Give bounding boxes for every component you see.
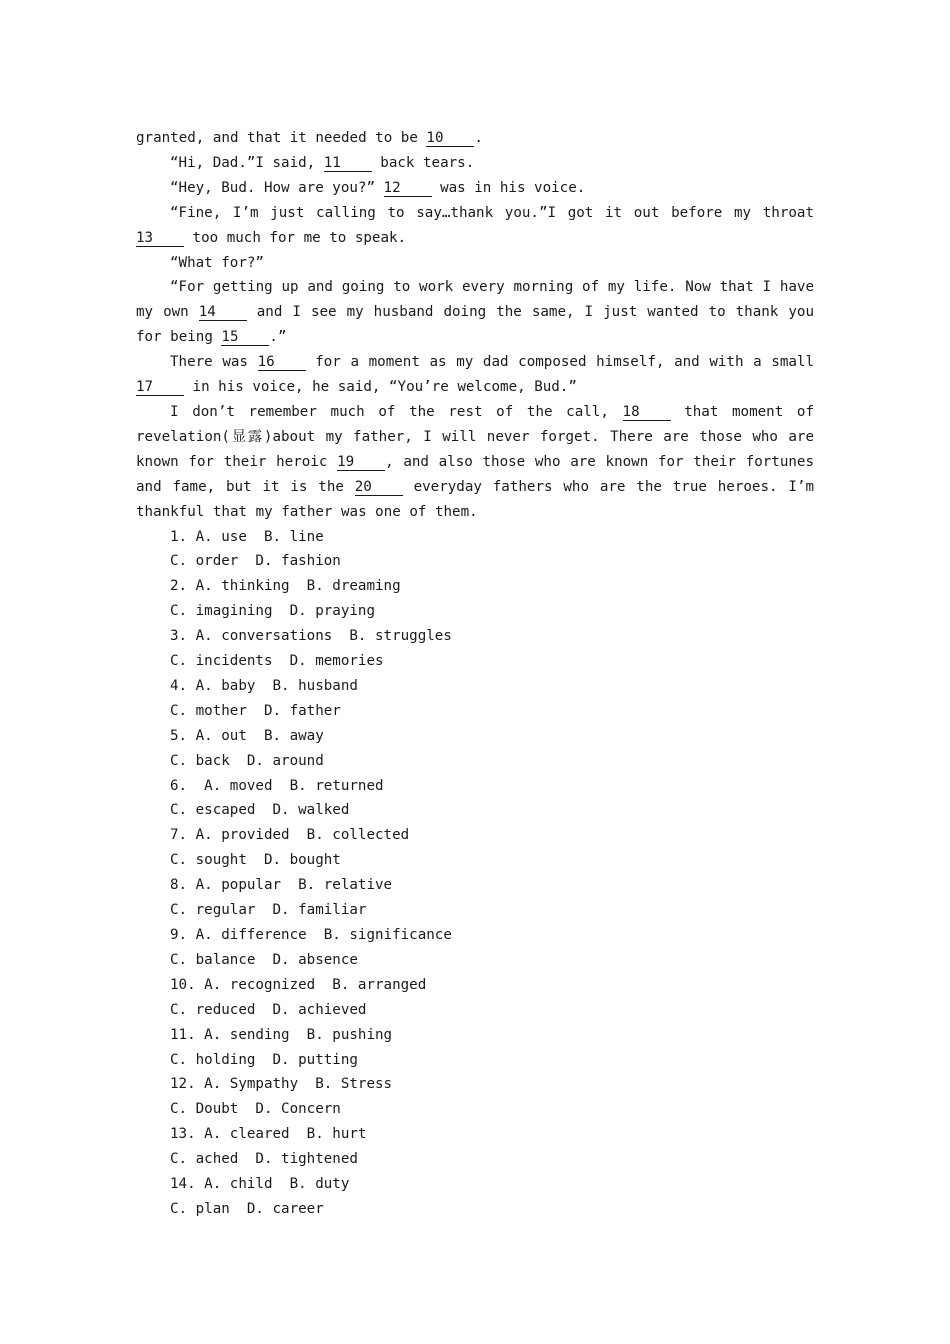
passage-paragraph	[136, 251, 814, 276]
blank-12: 12	[384, 181, 432, 197]
passage-text: and I see my husband doing the same, I just wanted to thank you for being	[136, 304, 814, 346]
blank-10: 10	[426, 131, 474, 147]
passage-text: back tears.	[371, 154, 475, 171]
passage-paragraph	[136, 126, 814, 151]
passage-text: in his voice, he said, “You’re welcome, Bud.”	[184, 379, 577, 396]
option-line: 13. A. cleared B. hurt	[170, 1126, 367, 1143]
passage-text: that moment of revelation(显露)about my father, I will never forget. There are those who are known for their heroic	[136, 403, 814, 470]
option-line: 1. A. use B. line	[170, 528, 324, 545]
option-line: 14. A. child B. duty	[170, 1176, 350, 1193]
option-line: 11. A. sending B. pushing	[170, 1026, 393, 1043]
passage-text: too much for me to speak.	[184, 229, 407, 246]
option-line: 10. A. recognized B. arranged	[170, 976, 427, 993]
passage-paragraph	[136, 176, 814, 201]
passage-text: everyday fathers who are the true heroes. I’m thankful that my father was one of them.	[136, 478, 814, 520]
blank-13: 13	[136, 231, 184, 247]
passage-text: .	[474, 130, 483, 146]
option-line: 7. A. provided B. collected	[170, 827, 410, 844]
blank-17: 17	[136, 380, 184, 396]
passage-text: “What for?”	[170, 254, 264, 271]
option-line: 3. A. conversations B. struggles	[170, 628, 452, 645]
option-line: 5. A. out B. away	[170, 727, 324, 744]
passage-text: “For getting up and going to work every morning of my life. Now that I have my own	[136, 279, 814, 321]
option-line: 9. A. difference B. significance	[170, 927, 452, 943]
passage-text: “Hey, Bud. How are you?”	[170, 179, 384, 196]
passage-text: granted, and that it needed to be	[136, 130, 427, 146]
option-line: C. plan D. career	[170, 1200, 324, 1217]
option-line: C. Doubt D. Concern	[170, 1101, 341, 1118]
passage-text: There was	[170, 354, 258, 371]
blank-14: 14	[199, 305, 247, 321]
passage-text: “Hi, Dad.”I said,	[170, 154, 324, 171]
option-line: C. holding D. putting	[170, 1051, 358, 1068]
document-page	[136, 126, 814, 1222]
option-line: 8. A. popular B. relative	[170, 877, 393, 894]
passage-text: “Fine, I’m just calling to say…thank you.”I got it out before my throat	[170, 204, 814, 221]
passage-paragraph	[136, 151, 814, 176]
passage-paragraph	[136, 350, 814, 400]
passage-text: was in his voice.	[431, 179, 586, 196]
option-line: 12. A. Sympathy B. Stress	[170, 1076, 393, 1093]
option-line: C. regular D. familiar	[170, 902, 367, 919]
option-line: 4. A. baby B. husband	[170, 677, 358, 694]
option-line: C. reduced D. achieved	[170, 1001, 367, 1018]
option-line: C. sought D. bought	[170, 852, 341, 869]
passage-text: .”	[269, 329, 287, 346]
option-line: C. incidents D. memories	[170, 653, 384, 670]
option-line: C. order D. fashion	[170, 553, 341, 570]
option-line: C. imagining D. praying	[170, 603, 375, 620]
blank-20: 20	[355, 480, 403, 496]
option-line: 2. A. thinking B. dreaming	[170, 578, 401, 595]
blank-16: 16	[258, 355, 306, 371]
option-line: C. balance D. absence	[170, 951, 358, 968]
blank-11: 11	[324, 156, 372, 172]
option-line: 6. A. moved B. returned	[170, 777, 384, 794]
option-line: C. back D. around	[170, 752, 324, 769]
passage-text: for a moment as my dad composed himself, and with a small	[305, 354, 814, 371]
blank-18: 18	[623, 405, 671, 421]
passage-paragraph	[136, 400, 814, 525]
passage-text: I don’t remember much of the rest of the call,	[170, 403, 623, 420]
option-line: C. escaped D. walked	[170, 802, 350, 819]
blank-19: 19	[337, 455, 385, 471]
option-line: C. ached D. tightened	[170, 1151, 358, 1168]
passage-paragraph	[136, 201, 814, 251]
blank-15: 15	[221, 330, 269, 346]
passage-text: , and also those who are known for their fortunes and fame, but it is the	[136, 453, 814, 495]
option-line: C. mother D. father	[170, 702, 341, 719]
passage-paragraph	[136, 275, 814, 350]
